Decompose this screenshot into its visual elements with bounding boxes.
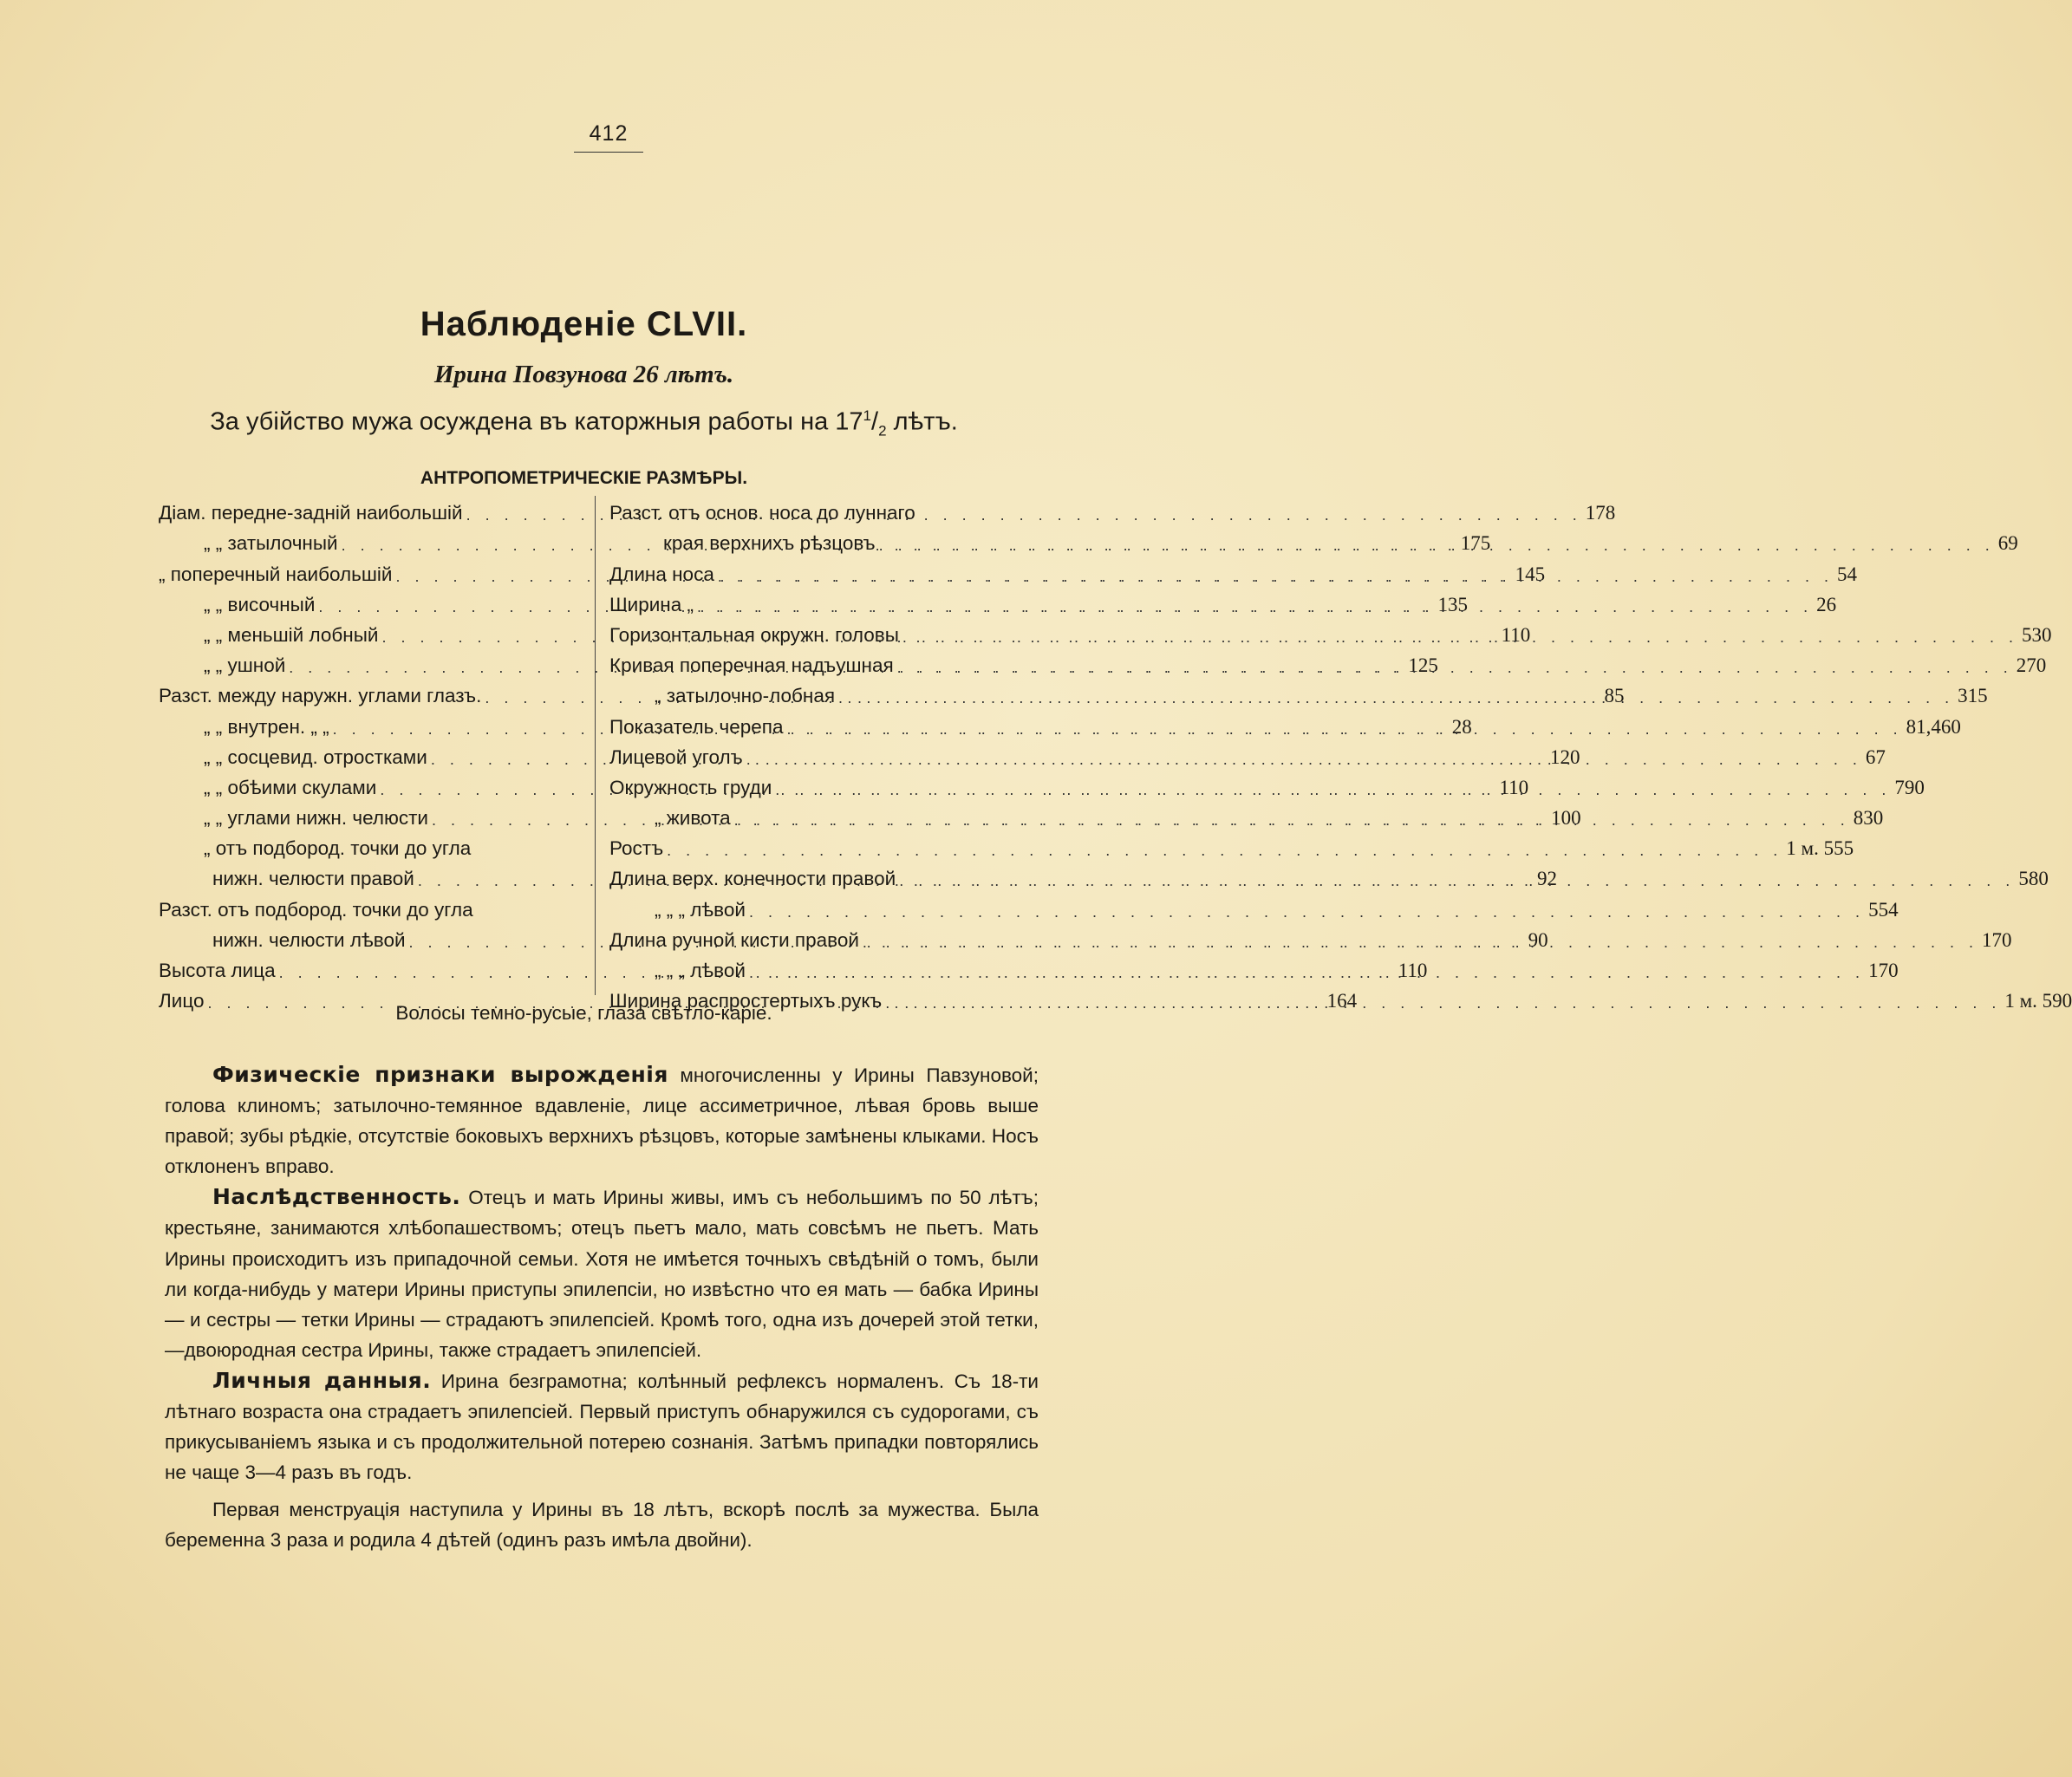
leader-dots — [896, 872, 2018, 890]
measurement-value: 110 — [1398, 960, 1428, 981]
measurement-label: „ „ углами нижн. челюсти — [204, 807, 428, 830]
leader-dots — [746, 903, 1868, 921]
leader-dots — [784, 720, 1906, 739]
measurement-value: 1 м. 590 — [2004, 990, 2072, 1012]
measurement-label: Высота лица — [159, 960, 276, 981]
table-row — [159, 890, 581, 921]
section-text: Отецъ и мать Ирины живы, имъ съ небольшимъ по 50 лѣтъ; крестьяне, занимаются хлѣбопашествомъ; отецъ пьетъ мало, мать совсѣмъ не пьетъ. Мать Ирины происходитъ изъ припадочной семьи. Хотя не имѣется точныхъ свѣдѣній о томъ, были ли когда-нибудь у матери Ирины приступы эпилепсіи, но извѣстно что ея мать — бабка Ирины — и сестры — тетки Ирины — страдаютъ эпилепсіей. Кромѣ того, одна изъ дочерей этой тетки,—двоюродная сестра Ирины, также страдаетъ эпилепсіей. — [165, 1187, 1039, 1361]
measurement-value: 85 — [1604, 685, 1625, 707]
section-heading: Наслѣдственность. — [212, 1184, 461, 1210]
measurement-label: „ „ „ лѣвой — [655, 960, 746, 981]
leader-dots — [772, 781, 1894, 799]
measurement-label: „ отъ подбород. точки до угла — [204, 837, 472, 860]
measurement-value: 164 — [1326, 990, 1358, 1012]
measurement-value: 135 — [1437, 593, 1469, 615]
measurement-value: 530 — [2022, 623, 2052, 646]
leader-dots — [746, 964, 1868, 982]
measurement-label: „ „ „ лѣвой — [655, 898, 746, 921]
measurement-value: 110 — [1499, 776, 1529, 798]
measurement-label: Горизонтальная окружн. головы — [609, 623, 899, 646]
measurement-value: 81,460 — [1906, 715, 1961, 738]
leader-dots — [876, 537, 1998, 555]
measurement-label: „ „ ушной — [204, 654, 286, 677]
measurement-value: 120 — [1549, 745, 1580, 768]
measurement-label: „ „ височный — [204, 593, 316, 615]
section-text: многочисленны у Ирины Павзуновой; голова клиномъ; затылочно-темянное вдавленіе, лице ассиметричное, лѣвая бровь выше правой; зубы рѣдкіе, отсутствіе боковыхъ верхнихъ рѣзцовъ, которые замѣнены клыками. Носъ отклоненъ вправо. — [165, 1064, 1039, 1178]
measurement-value: 790 — [1894, 776, 1925, 798]
measurement-label: Окружность груди — [609, 776, 772, 798]
measurement-label: Разст. отъ подбород. точки до угла — [159, 898, 473, 921]
table-footer: Волосы темно-русые, глаза свѣтло-каріе. — [395, 1002, 772, 1024]
sentence-after: лѣтъ. — [886, 407, 958, 436]
paragraph — [165, 1365, 1039, 1487]
measurement-value: 145 — [1515, 563, 1546, 585]
measurement-value: 580 — [2018, 868, 2049, 890]
table-row — [609, 494, 1036, 524]
measurement-value: 270 — [2016, 654, 2047, 677]
measurement-value: 1 м. 555 — [1786, 837, 1854, 860]
measurement-label: „ „ обѣими скулами — [204, 776, 377, 798]
measurement-label: „ живота — [655, 807, 731, 830]
measurement-value: 170 — [1868, 960, 1899, 981]
sentence-sub: 2 — [878, 422, 887, 439]
measurement-label: Длина ручной кисти правой — [609, 928, 859, 951]
measurement-label: нижн. челюсти лѣвой — [212, 928, 406, 951]
measurement-label: „ „ внутрен. „ „ — [204, 715, 329, 738]
table-heading: АНТРОПОМЕТРИЧЕСКІЕ РАЗМѢРЫ. — [420, 468, 748, 488]
measurement-label: Ростъ — [609, 837, 664, 860]
measurement-label: Длина верх. конечности правой — [609, 868, 896, 890]
measurement-label: Показатель черепа — [609, 715, 784, 738]
leader-dots — [899, 628, 2022, 647]
measurement-label: „ „ сосцевид. отростками — [204, 745, 427, 768]
measurement-value: 125 — [1408, 654, 1438, 677]
measurement-label: Діам. передне-задній наибольшій — [159, 502, 463, 524]
measurement-label: Кривая поперечная надъушная — [609, 654, 894, 677]
measurement-value: 69 — [1997, 532, 2018, 555]
leader-dots — [743, 751, 1866, 769]
measurement-label: „ затылочно-лобная — [655, 685, 836, 707]
measurement-label: „ поперечный наибольшій — [159, 563, 393, 585]
measurement-value: 92 — [1536, 868, 1557, 890]
measurement-value: 554 — [1868, 898, 1899, 921]
measurement-value: 67 — [1865, 745, 1886, 768]
sentence-slash: / — [871, 407, 879, 436]
measurement-value: 170 — [1982, 928, 2012, 951]
leader-dots — [894, 659, 2017, 677]
subtitle: Ирина Повзунова 26 лѣтъ. — [433, 361, 734, 388]
measurement-label: „ „ меньшій лобный — [204, 623, 379, 646]
section-text: Первая менструація наступила у Ирины въ 18 лѣтъ, вскорѣ послѣ за мужества. Была беременна 3 раза и родила 4 дѣтей (одинъ разъ имѣла двойни). — [165, 1499, 1039, 1552]
measurement-value: 54 — [1836, 563, 1857, 585]
leader-dots — [731, 811, 1854, 830]
measurement-label: „ „ затылочный — [204, 532, 338, 555]
measurement-value: 178 — [1585, 502, 1616, 524]
body-text — [165, 1059, 1039, 1556]
section-heading: Физическіе признаки вырожденія — [212, 1062, 668, 1087]
measurement-label: Разст. между наружн. углами глазъ. — [159, 685, 482, 707]
paragraph — [165, 1494, 1039, 1555]
page-number: 412 — [589, 121, 629, 146]
measurement-value: 100 — [1551, 807, 1581, 830]
table-row — [159, 830, 581, 860]
table-column-divider — [595, 496, 596, 995]
leader-dots — [835, 689, 1958, 707]
measurement-label: нижн. челюсти правой — [212, 868, 414, 890]
measurement-label: Разст. отъ основ. носа до луннаго — [609, 502, 915, 524]
measurement-label: Длина носа — [609, 563, 714, 585]
table-row — [609, 830, 1854, 860]
page-title: Наблюденіе CLVII. — [420, 305, 748, 343]
table-row — [609, 890, 1899, 921]
measurement-value: 26 — [1816, 593, 1837, 615]
sentence-sup: 1 — [863, 407, 871, 424]
sentence-before: За убійство мужа осуждена въ каторжныя работы на 17 — [210, 407, 863, 436]
measurement-label: Лицо — [159, 990, 205, 1012]
measurement-label: Ширина распростертыхъ рукъ — [609, 990, 883, 1012]
measurement-value: 90 — [1528, 928, 1548, 951]
measurement-value: 830 — [1853, 807, 1884, 830]
measurement-label: Ширина „ — [609, 593, 694, 615]
sentence — [0, 407, 1168, 439]
section-heading: Личныя данныя. — [212, 1367, 432, 1393]
measurement-value: 175 — [1460, 532, 1491, 555]
page-number-rule — [574, 152, 643, 153]
leader-dots — [694, 598, 1816, 616]
paragraph — [165, 1181, 1039, 1365]
leader-dots — [859, 934, 1982, 952]
section-text: Ирина безграмотна; колѣнный рефлексъ нормаленъ. Съ 18-ти лѣтнаго возраста она страдаетъ эпилепсіей. Первый приступъ обнаружился съ судорогами, съ прикусываніемъ языка и съ продолжительной потерею сознанія. Затѣмъ припадки повторялись не чаще 3—4 разъ въ годъ. — [165, 1370, 1039, 1484]
leader-dots — [714, 568, 1837, 586]
leader-dots — [663, 842, 1786, 860]
measurement-value: 28 — [1451, 715, 1472, 738]
measurement-value: 110 — [1501, 623, 1531, 646]
measurement-label: края верхнихъ рѣзцовъ — [663, 532, 876, 555]
measurement-value: 315 — [1958, 685, 1988, 707]
paragraph — [165, 1059, 1039, 1181]
measurement-label: Лицевой уголъ — [609, 745, 743, 768]
